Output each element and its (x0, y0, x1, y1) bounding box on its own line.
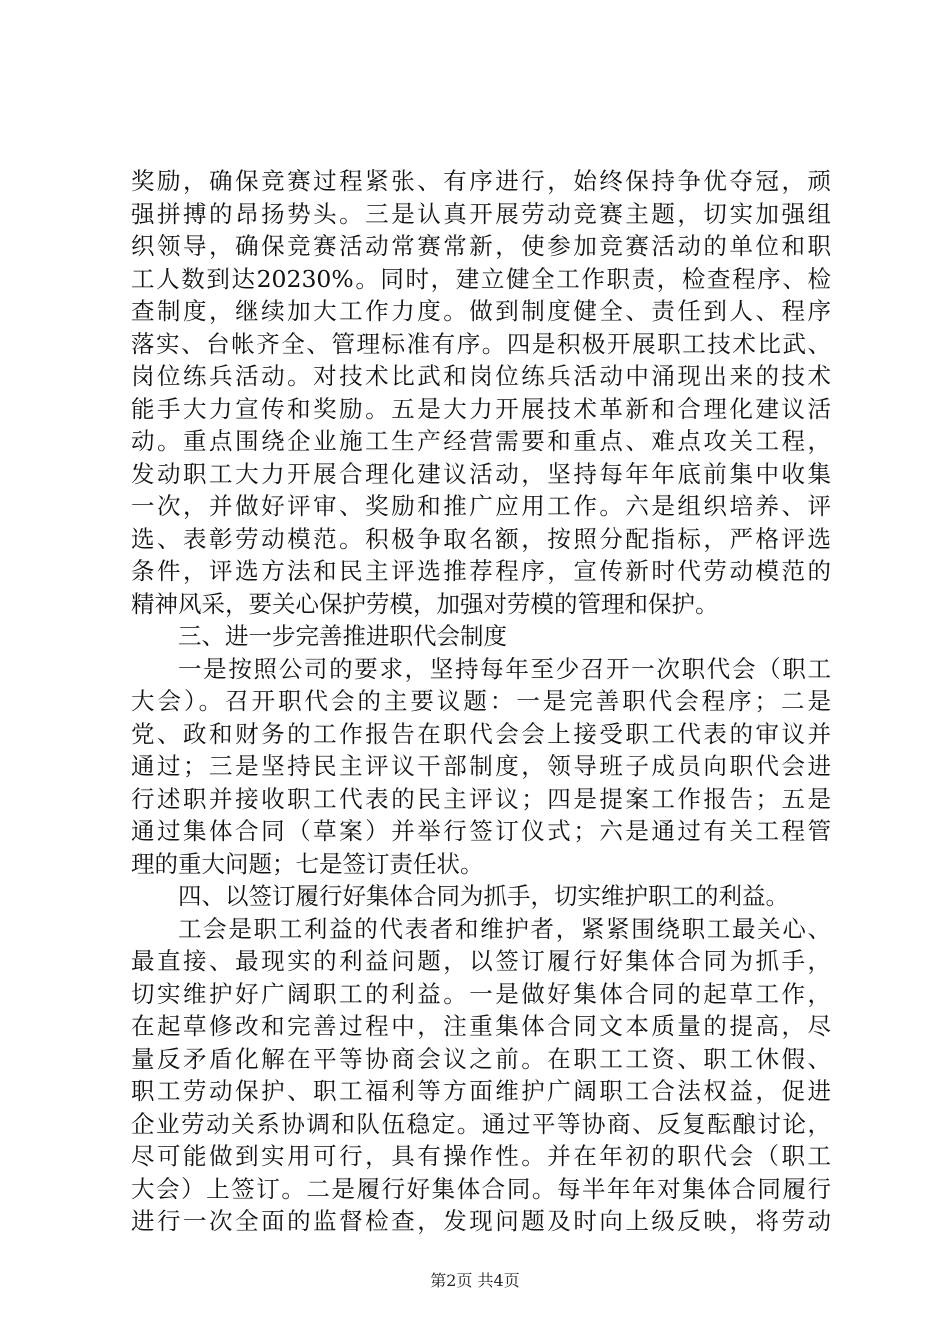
text-line: 尽可能做到实用可行，具有操作性。并在年初的职代会（职工 (131, 1142, 831, 1170)
text-line: 量反矛盾化解在平等协商会议之前。在职工工资、职工休假、 (131, 1044, 831, 1073)
text-line: 职工劳动保护、职工福利等方面维护广阔职工合法权益，促进 (131, 1077, 831, 1105)
text-line: 最直接、最现实的利益问题，以签订履行好集体合同为抓手， (131, 947, 831, 975)
text-line: 奖励，确保竞赛过程紧张、有序进行，始终保持争优夺冠，顽 (131, 167, 831, 195)
text-line: 大会）上签订。二是履行好集体合同。每半年年对集体合同履行 (131, 1174, 831, 1203)
text-line: 三、进一步完善推进职代会制度 (178, 622, 507, 650)
page-footer: 第2页 共4页 (430, 1271, 520, 1290)
text-line: 工人数到达20230%。同时，建立健全工作职责，检查程序、检 (131, 264, 831, 293)
text-line: 落实、台帐齐全、管理标准有序。四是积极开展职工技术比武、 (131, 329, 831, 358)
text-line: 查制度，继续加大工作力度。做到制度健全、责任到人、程序 (131, 297, 831, 325)
text-line: 在起草修改和完善过程中，注重集体合同文本质量的提高，尽 (131, 1012, 831, 1040)
text-line: 行述职并接收职工代表的民主评议；四是提案工作报告；五是 (131, 784, 831, 813)
text-line: 能手大力宣传和奖励。五是大力开展技术革新和合理化建议活 (131, 394, 831, 423)
text-line: 动。重点围绕企业施工生产经营需要和重点、难点攻关工程， (131, 427, 831, 455)
text-line: 进行一次全面的监督检查，发现问题及时向上级反映，将劳动 (131, 1207, 831, 1235)
text-line: 党、政和财务的工作报告在职代会会上接受职工代表的审议并 (131, 719, 831, 748)
text-line: 一次，并做好评审、奖励和推广应用工作。六是组织培养、评 (131, 492, 831, 520)
text-line: 一是按照公司的要求，坚持每年至少召开一次职代会（职工 (178, 654, 831, 683)
text-line: 切实维护好广阔职工的利益。一是做好集体合同的起草工作， (131, 979, 831, 1008)
text-line: 企业劳动关系协调和队伍稳定。通过平等协商、反复酝酿讨论， (131, 1109, 831, 1138)
text-line: 岗位练兵活动。对技术比武和岗位练兵活动中涌现出来的技术 (131, 362, 831, 390)
text-line: 工会是职工利益的代表者和维护者，紧紧围绕职工最关心、 (178, 914, 831, 943)
text-line: 精神风采，要关心保护劳模，加强对劳模的管理和保护。 (131, 589, 719, 618)
text-line: 通过；三是坚持民主评议干部制度，领导班子成员向职代会进 (131, 752, 831, 780)
document-body (131, 165, 831, 1238)
text-line: 四、以签订履行好集体合同为抓手，切实维护职工的利益。 (178, 882, 789, 910)
text-line: 理的重大问题；七是签订责任状。 (131, 849, 484, 878)
text-line: 选、表彰劳动模范。积极争取名额，按照分配指标，严格评选 (131, 524, 831, 553)
text-line: 发动职工大力开展合理化建议活动，坚持每年年底前集中收集 (131, 459, 831, 488)
text-line: 织领导，确保竞赛活动常赛常新，使参加竞赛活动的单位和职 (131, 232, 831, 260)
text-line: 条件，评选方法和民主评选推荐程序，宣传新时代劳动模范的 (131, 557, 831, 585)
text-line: 强拼搏的昂扬势头。三是认真开展劳动竞赛主题，切实加强组 (131, 199, 831, 228)
text-line: 大会）。召开职代会的主要议题：一是完善职代会程序；二是 (131, 687, 831, 715)
text-line: 通过集体合同（草案）并举行签订仪式；六是通过有关工程管 (131, 817, 831, 845)
